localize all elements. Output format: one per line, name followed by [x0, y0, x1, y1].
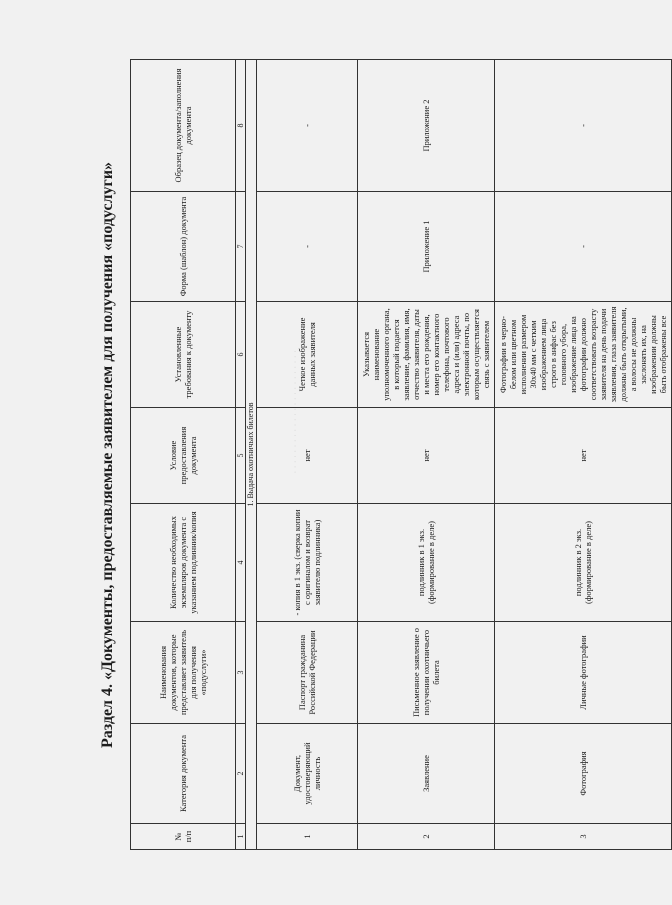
column-number: 5: [236, 408, 246, 504]
column-number: 3: [236, 622, 246, 724]
header-num: № п/п: [131, 824, 236, 850]
column-numbers-row: [236, 60, 246, 850]
row-condition: нет: [357, 408, 494, 504]
row-sample: Приложение 2: [357, 60, 494, 192]
column-number: 8: [236, 60, 246, 192]
table-row: [357, 60, 494, 850]
row-category: Документ, удостоверяющий личность: [256, 724, 357, 824]
row-form: Приложение 1: [357, 192, 494, 302]
row-sample: -: [256, 60, 357, 192]
column-number: 7: [236, 192, 246, 302]
row-sample: -: [495, 60, 672, 192]
header-form: Форма (шаблон) документа: [131, 192, 236, 302]
row-condition: нет: [495, 408, 672, 504]
header-row: [131, 60, 236, 850]
table-row: [256, 60, 357, 850]
header-requirements: Установленные требования к документу: [131, 302, 236, 408]
row-condition: нет: [256, 408, 357, 504]
section-title: Раздел 4. «Документы, предоставляемые заявителем для получения «подуслуги»: [99, 161, 116, 749]
header-condition: Условие предоставления документа: [131, 408, 236, 504]
table-row: [495, 60, 672, 850]
row-requirements: Указывается наименование уполномоченного органа, в который подается заявление, фамилия, имя, отчество заявителя, даты и места его рождения, номер его контактного телефона, почтового адреса и (или) адреса электронной почты, по которым осуществляется связь с заявителем: [357, 302, 494, 408]
row-count: - копия в 1 экз. (сверка копии с оригиналом и возврат заявителю подлинника): [256, 504, 357, 622]
header-category: Категория документа: [131, 724, 236, 824]
column-number: 2: [236, 724, 246, 824]
row-requirements: Четкое изображение данных заявителя: [256, 302, 357, 408]
documents-table: [130, 59, 672, 850]
header-sample: Образец документа/заполнения документа: [131, 60, 236, 192]
bleed-through-text: · · · · · · · · · · · · · · · · · · · · · · · ·: [290, 350, 300, 474]
row-num: 1: [256, 824, 357, 850]
column-number: 1: [236, 824, 246, 850]
row-category: Фотография: [495, 724, 672, 824]
row-form: -: [256, 192, 357, 302]
header-count: Количество необходимых экземпляров документа с указанием подлинник/копия: [131, 504, 236, 622]
row-doc-name: Личные фотографии: [495, 622, 672, 724]
row-requirements: Фотографии в черно-белом или цветном исполнении размером 30х40 мм с четким изображением лица строго в анфас без головного убора, изображение лица на фотографии должно соответствовать возрасту заявителя на день подачи заявления, глаза заявителя должны быть открытыми, а волосы не должны заслонять их, на изображении должны быть отображены все: [495, 302, 672, 408]
column-number: 6: [236, 302, 246, 408]
row-doc-name: Письменное заявление о получении охотничьего билета: [357, 622, 494, 724]
header-doc-name: Наименования документов, которые представляет заявитель для получения «подуслуги»: [131, 622, 236, 724]
row-num: 2: [357, 824, 494, 850]
row-form: -: [495, 192, 672, 302]
row-count: подлинник в 1 экз. (формирование в деле): [357, 504, 494, 622]
section-row: [246, 60, 256, 850]
section-label: 1. Выдача охотничьих билетов: [246, 60, 256, 850]
row-num: 3: [495, 824, 672, 850]
rotated-page: [90, 60, 669, 850]
column-number: 4: [236, 504, 246, 622]
row-doc-name: Паспорт гражданина Российской Федерации: [256, 622, 357, 724]
row-category: Заявление: [357, 724, 494, 824]
row-count: подлинник в 2 экз. (формирование в деле): [495, 504, 672, 622]
